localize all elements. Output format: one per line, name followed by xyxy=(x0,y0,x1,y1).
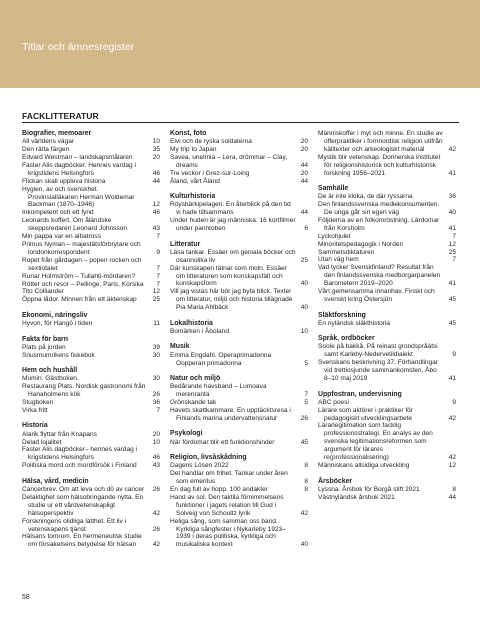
group-heading: Språk, ordböcker xyxy=(318,335,375,343)
entry-title: Politiska mord och mordförsök i Finland xyxy=(22,462,137,470)
entry-page-number: 10 xyxy=(152,138,160,146)
entry-title: Lärarlegitimation som facklig professionsstrategi. En analys av den svenska legitimationsreformen som argument för lärares re(professionalisering) xyxy=(318,422,433,462)
index-entry xyxy=(318,264,456,288)
index-entry xyxy=(22,494,160,518)
entry-page-number: 12 xyxy=(448,240,456,248)
group-heading: Släktforskning xyxy=(318,311,366,319)
group-heading: Psykologi xyxy=(170,430,203,438)
index-entry xyxy=(22,138,160,146)
entry-page-number: 40 xyxy=(300,280,308,288)
index-entry xyxy=(170,328,308,336)
entry-page-number: 12 xyxy=(152,288,160,296)
entry-title: Restaurang Plats. Nordisk gastronomi från Hanaholmens kök xyxy=(22,383,146,399)
index-entry xyxy=(318,462,456,470)
index-entry xyxy=(170,439,308,447)
entry-page-number: 42 xyxy=(448,145,456,153)
entry-title: Svenskans beskrivning 37. Förhandlingar vid trettiosjunde sammankomsten, Åbo 8–10 maj 2019 xyxy=(318,359,439,383)
index-entry xyxy=(22,462,160,470)
index-entry xyxy=(318,217,456,233)
index-group xyxy=(22,422,160,470)
entry-title: Öppna lådor. Minnen från ett äktenskap xyxy=(22,296,137,304)
index-group xyxy=(170,454,308,549)
index-group xyxy=(318,185,456,304)
entry-title: Minoritetspedagogik i Norden xyxy=(318,240,404,248)
entry-page-number: 44 xyxy=(300,177,308,185)
entry-title: Savea, unelmia – Lera, drömmar – Clay, dreams xyxy=(170,154,288,169)
entry-title: Mystik blir vetenskap. Donnerska institutet för religionshistorisk och kulturhistorisk forskning 1956–2021 xyxy=(318,153,441,177)
entry-title: Snusmumrikens fiskebok xyxy=(22,351,95,359)
index-entry xyxy=(170,518,308,550)
entry-title: Faster Alis dagböcker– hennes vardag i krigstidens Helsingfors xyxy=(22,446,138,462)
header-band xyxy=(0,0,480,88)
index-entry xyxy=(318,486,456,494)
entry-title: Där kunskapen tätnar som moln. Essäer om litteraturen som kunskapsfält och kunskapsform xyxy=(170,264,287,288)
entry-title: Emma Engdahl. Operaprimadonna Oopperan primadonna xyxy=(170,351,272,367)
index-entry xyxy=(22,439,160,447)
group-heading: Lokalhistoria xyxy=(170,319,213,327)
index-entry xyxy=(170,265,308,289)
entry-page-number: 26 xyxy=(152,525,160,533)
index-entry xyxy=(318,154,456,178)
entry-page-number: 43 xyxy=(152,225,160,233)
entry-page-number: 41 xyxy=(448,280,456,288)
index-column-2 xyxy=(170,130,308,557)
group-heading: Historia xyxy=(22,422,48,430)
index-group xyxy=(318,335,456,383)
entry-title: Min pappa var en albatross xyxy=(22,233,101,241)
group-heading: Hälsa, vård, medicin xyxy=(22,477,89,485)
entry-page-number: 45 xyxy=(448,319,456,327)
entry-page-number: 10 xyxy=(152,438,160,446)
index-group xyxy=(170,343,308,367)
index-entry xyxy=(318,343,456,359)
entry-page-number: 40 xyxy=(300,541,308,549)
index-entry xyxy=(170,486,308,494)
entry-page-number: 7 xyxy=(156,233,160,241)
entry-title: My trip to Japan xyxy=(170,146,217,154)
index-entry xyxy=(318,201,456,217)
index-entry xyxy=(22,233,160,241)
index-group xyxy=(170,130,308,186)
index-entry xyxy=(22,352,160,360)
group-heading: Religion, livsåskådning xyxy=(170,454,247,462)
page-title: Titlar och ämnesregister xyxy=(22,41,135,53)
entry-title: Vårt gemensamma innanhav. Finskt och svenskt kring Östersjön xyxy=(318,288,435,304)
index-entry xyxy=(318,494,456,502)
entry-page-number: 5 xyxy=(304,399,308,407)
entry-page-number: 10 xyxy=(300,327,308,335)
entry-page-number: 42 xyxy=(152,509,160,517)
group-heading: Årsböcker xyxy=(318,477,353,485)
entry-page-number: 40 xyxy=(300,304,308,312)
entry-page-number: 44 xyxy=(300,161,308,169)
index-entry xyxy=(318,193,456,201)
index-column-3 xyxy=(318,130,456,509)
index-entry xyxy=(22,518,160,534)
entry-page-number: 39 xyxy=(152,343,160,351)
entry-title: Röysbärkipelagen. En återblick på den tid vi hade tillsammans xyxy=(170,201,291,217)
index-entry xyxy=(170,138,308,146)
index-entry xyxy=(22,241,160,257)
index-entry xyxy=(22,273,160,281)
group-heading: Uppfostran, undervisning xyxy=(318,390,402,398)
index-entry xyxy=(22,407,160,415)
index-entry xyxy=(318,249,456,257)
entry-title: Edvard Westman – landskapsmålaren xyxy=(22,154,133,162)
index-group xyxy=(170,375,308,423)
entry-title: Cancerbrev. Om att leva och dö av cancer xyxy=(22,486,145,493)
entry-page-number: 40 xyxy=(448,209,456,217)
index-group xyxy=(170,320,308,336)
entry-page-number: 7 xyxy=(156,272,160,280)
entry-title: Läsa tankar. Essäer om geniala böcker och osannolika liv xyxy=(170,248,296,264)
index-entry xyxy=(170,217,308,233)
entry-title: Människans allsidiga utveckling xyxy=(318,462,410,469)
group-heading: Fakta för barn xyxy=(22,335,68,343)
index-group xyxy=(170,193,308,233)
entry-title: Tito Colliander xyxy=(22,288,64,296)
entry-page-number: 42 xyxy=(448,414,456,422)
index-entry xyxy=(22,281,160,289)
entry-title: Alarik flyttar från Knapans xyxy=(22,430,97,438)
entry-page-number: 20 xyxy=(300,146,308,154)
index-entry xyxy=(318,130,456,154)
index-entry xyxy=(170,407,308,423)
entry-title: Flickan skall uppleva historia xyxy=(22,177,106,185)
group-heading: Ekonomi, näringsliv xyxy=(22,311,88,319)
entry-page-number: 42 xyxy=(152,541,160,549)
index-entry xyxy=(170,494,308,518)
entry-page-number: 8 xyxy=(304,478,308,486)
entry-title: Under huden är jag människa. 16 kortfilmer under panntoben xyxy=(170,217,296,233)
entry-page-number: 42 xyxy=(448,454,456,462)
index-entry xyxy=(22,154,160,162)
entry-page-number: 43 xyxy=(152,462,160,470)
entry-title: ABC poesi xyxy=(318,398,349,406)
entry-title: Primus Nyman – majestätsförbrytare och londonkorrespondent xyxy=(22,240,141,256)
index-group xyxy=(22,130,160,304)
entry-title: Leonards koffert. Om åländske skeppsredaren Leonard Johnsson xyxy=(22,217,127,233)
index-entry xyxy=(170,201,308,217)
index-entry xyxy=(170,154,308,170)
index-entry xyxy=(22,217,160,233)
entry-title: Lyckohjulet xyxy=(318,232,351,240)
entry-page-number: 36 xyxy=(152,399,160,407)
index-entry xyxy=(22,186,160,210)
index-entry xyxy=(22,533,160,549)
entry-page-number: 45 xyxy=(448,296,456,304)
index-entry xyxy=(318,407,456,423)
entry-page-number: 12 xyxy=(152,201,160,209)
group-heading: Natur och miljö xyxy=(170,375,221,383)
entry-title: Runar Holmström – Tullahti-mördaren? xyxy=(22,272,136,280)
entry-page-number: 11 xyxy=(153,320,160,328)
entry-page-number: 36 xyxy=(448,193,456,201)
entry-page-number: 41 xyxy=(448,375,456,383)
entry-title: Västnyländsk årsbok 2021 xyxy=(318,493,395,501)
entry-title: När fördomar blir ett funktionshinder xyxy=(170,438,275,446)
index-group xyxy=(22,367,160,415)
entry-page-number: 9 xyxy=(452,351,456,359)
entry-page-number: 7 xyxy=(156,264,160,272)
index-entry xyxy=(22,446,160,462)
index-entry xyxy=(170,249,308,265)
index-entry xyxy=(22,344,160,352)
entry-title: Inkompetent och ett fynd xyxy=(22,209,94,217)
entry-title: Grönskande tak xyxy=(170,399,217,407)
index-entry xyxy=(318,422,456,462)
entry-page-number: 42 xyxy=(300,509,308,517)
section-divider xyxy=(22,122,459,123)
index-entry xyxy=(318,359,456,383)
entry-title: Delaktighet som hälsobringande nytta. En studie ur ett vårdvetenskapligt hälsoperspektiv xyxy=(22,493,144,517)
entry-title: Bedårande havsband – Lumoava merenranta xyxy=(170,383,267,399)
entry-page-number: 45 xyxy=(300,438,308,446)
entry-page-number: 25 xyxy=(152,296,160,304)
entry-title: Följderna av en folkomröstning. Lärdomar från Korsholm xyxy=(318,216,440,232)
index-entry xyxy=(170,288,308,312)
entry-page-number: 46 xyxy=(152,169,160,177)
index-entry xyxy=(170,399,308,407)
index-entry xyxy=(22,162,160,178)
index-entry xyxy=(170,146,308,154)
index-entry xyxy=(22,178,160,186)
entry-title: En dag full av hopp. 100 andakter xyxy=(170,485,268,493)
index-group xyxy=(318,478,456,502)
index-entry xyxy=(318,233,456,241)
entry-page-number: 30 xyxy=(152,375,160,383)
entry-title: Hygien, av och svenskhet. Provinsialläkaren Herman Woldemar Backman (1870–1946) xyxy=(22,185,135,209)
group-heading: Musik xyxy=(170,343,190,351)
entry-title: Vad tycker Svenskfinland? Resultat från den finlandssvenska medborgarpanelen Barometern 2019–2020 xyxy=(318,264,441,288)
entry-title: Havets skattkammare. En upptäcktsresa i Finlands marina undervattensnatur xyxy=(170,406,291,422)
entry-title: Lyssna. Årsbok för Borgå stift 2021 xyxy=(318,485,420,493)
entry-title: Hyvon, för Hangö i tiden xyxy=(22,320,93,328)
entry-title: Plats på jorden xyxy=(22,343,66,351)
entry-title: Lärare som aktörer i praktiker för pedagogiskt utvecklingsarbete xyxy=(318,406,413,422)
entry-page-number: 5 xyxy=(304,359,308,367)
entry-page-number: 35 xyxy=(152,146,160,154)
entry-title: Hälsans tomrum. En hermeneutisk studie om försakelsens betydelse för hälsan xyxy=(22,533,142,549)
index-entry xyxy=(22,399,160,407)
section-title: FACKLITTERATUR xyxy=(22,111,99,121)
index-entry xyxy=(22,296,160,304)
entry-page-number: 26 xyxy=(152,486,160,493)
entry-title: Bomärken i Åboland xyxy=(170,327,229,335)
index-entry xyxy=(22,431,160,439)
entry-page-number: 20 xyxy=(152,430,160,438)
index-entry xyxy=(318,399,456,407)
index-entry xyxy=(170,178,308,186)
entry-title: Virka fritt xyxy=(22,406,48,414)
index-entry xyxy=(22,257,160,273)
entry-page-number: 8 xyxy=(452,485,456,493)
entry-title: All världens vägar xyxy=(22,138,75,146)
entry-title: Mumin. Gästboken. xyxy=(22,375,79,383)
entry-page-number: 8 xyxy=(304,485,308,493)
entry-page-number: 26 xyxy=(300,414,308,422)
index-entry xyxy=(170,383,308,399)
entry-page-number: 25 xyxy=(448,248,456,256)
index-entry xyxy=(170,170,308,178)
entry-title: Människoffer i myt och minne. En studie av offerpraktiker i fornnordisk religion utifrån källtexter och arkeologiskt material xyxy=(318,130,443,153)
entry-title: De är inte kloka, de där ryssarna xyxy=(318,193,413,201)
index-group xyxy=(22,312,160,328)
entry-page-number: 26 xyxy=(152,391,160,399)
group-heading: Kulturhistoria xyxy=(170,193,216,201)
entry-title: Hand av sol. Den taktila förnimmelsens funktioner i jagets relation till Gud i Solveig von Schoultz lyrik xyxy=(170,493,284,517)
index-group xyxy=(170,430,308,446)
entry-title: Stugboken xyxy=(22,399,54,407)
entry-page-number: 8 xyxy=(304,462,308,470)
entry-page-number: 7 xyxy=(452,256,456,264)
entry-page-number: 46 xyxy=(152,209,160,217)
entry-page-number: 12 xyxy=(448,462,456,469)
entry-page-number: 30 xyxy=(152,351,160,359)
entry-page-number: 44 xyxy=(300,209,308,217)
index-group xyxy=(318,391,456,470)
entry-title: Dagens Lösen 2022 xyxy=(170,462,229,470)
entry-title: Den rätta färgen xyxy=(22,146,70,154)
entry-page-number: 25 xyxy=(300,256,308,264)
index-entry xyxy=(22,486,160,494)
entry-title: Ropet från gårdagen – popen rocken och sextiotalet xyxy=(22,256,142,272)
entry-title: Vill jag vistas här bör jag byta blick. Texter om litteratur, miljö och historia tillägnade Pia Maria Ahlbäck xyxy=(170,288,293,312)
entry-page-number: 7 xyxy=(304,391,308,399)
entry-page-number: 7 xyxy=(156,280,160,288)
entry-page-number: 20 xyxy=(300,138,308,146)
index-entry xyxy=(318,288,456,304)
index-entry xyxy=(170,470,308,486)
entry-page-number: 6 xyxy=(304,225,308,233)
entry-page-number: 20 xyxy=(152,154,160,162)
index-group xyxy=(22,478,160,549)
entry-title: Faster Alis dagböcker. Hennes vardag i krigstidens Helsingfors xyxy=(22,161,136,177)
group-heading: Biografier, memoarer xyxy=(22,130,92,137)
entry-title: Elvi och de ryska soldaterna xyxy=(170,138,252,146)
entry-title: Rötter och resor – Pellinge, Paris, Korsika xyxy=(22,280,144,288)
index-group xyxy=(22,336,160,360)
entry-title: Den finlandssvenska mediekonsumenten. De unga går sin egen väg xyxy=(318,201,440,217)
index-entry xyxy=(22,320,160,328)
index-entry xyxy=(22,146,160,154)
entry-page-number: 44 xyxy=(448,493,456,501)
index-group xyxy=(170,241,308,312)
group-heading: Samhälle xyxy=(318,185,349,193)
entry-page-number: 20 xyxy=(300,169,308,177)
entry-title: En nyländsk släkthistoria xyxy=(318,319,391,327)
entry-page-number: 7 xyxy=(452,232,456,240)
page-number: 58 xyxy=(22,594,30,601)
entry-page-number: 9 xyxy=(452,398,456,406)
entry-page-number: 46 xyxy=(152,454,160,462)
group-heading: Hem och hushåll xyxy=(22,367,78,375)
entry-title: Det handlar om frihet. Tankar under åren som emeritus xyxy=(170,470,288,486)
entry-title: Delad lojalitet xyxy=(22,438,62,446)
index-group xyxy=(318,312,456,328)
index-group xyxy=(318,130,456,177)
group-heading: Konst, foto xyxy=(170,130,207,137)
entry-title: Tre veckor i Grez-sur-Loing xyxy=(170,169,250,177)
entry-page-number: 41 xyxy=(448,224,456,232)
entry-page-number: 44 xyxy=(152,177,160,185)
entry-title: Soole på bakkå. På reinast grondspråätsi samt Karleby-Nedervetildialekt xyxy=(318,343,438,359)
index-entry xyxy=(170,352,308,368)
entry-title: Utan väg hem xyxy=(318,256,359,264)
entry-page-number: 9 xyxy=(156,248,160,256)
index-column-1 xyxy=(22,130,160,557)
index-entry xyxy=(22,383,160,399)
entry-title: Heliga sång, som samman oss band. Kyrkliga sångfester i Nykarleby 1923–1939 i deras politiska, kyrkliga och musikaliska kontext xyxy=(170,517,286,549)
index-entry xyxy=(170,462,308,470)
entry-page-number: 7 xyxy=(156,406,160,414)
group-heading: Litteratur xyxy=(170,240,201,248)
entry-title: Sammetsdiktaturen xyxy=(318,248,375,256)
index-entry xyxy=(318,320,456,328)
index-entry xyxy=(318,241,456,249)
entry-title: Forskningens olidliga lätthet. Ett liv i vetenskapens tjänst xyxy=(22,517,127,533)
entry-page-number: 41 xyxy=(448,169,456,177)
entry-title: Åland, vårt Åland xyxy=(170,177,220,185)
